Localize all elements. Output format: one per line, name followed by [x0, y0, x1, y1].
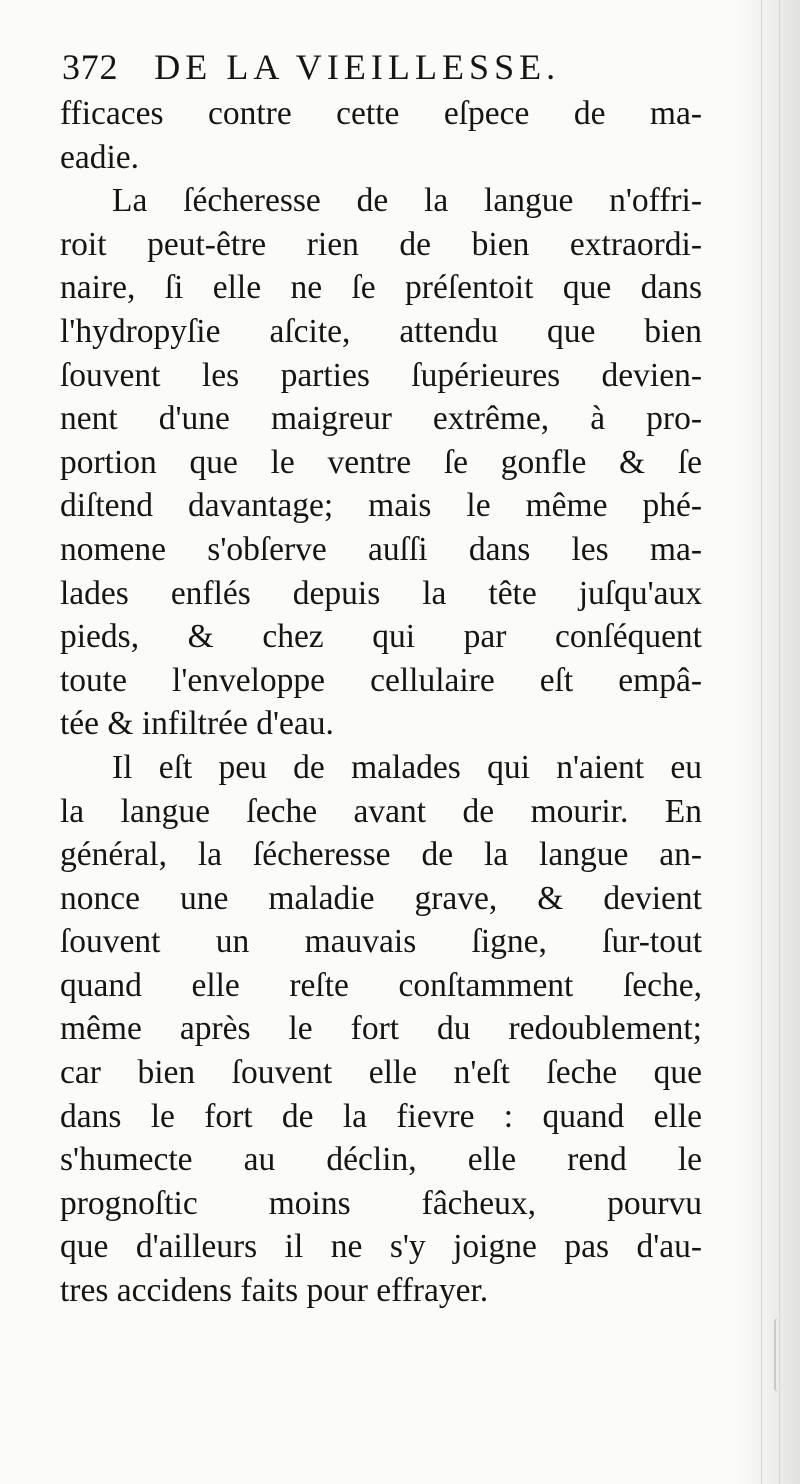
text-line: quand elle reſte conſtamment ſeche,	[60, 966, 702, 1004]
page-edge-mark	[774, 1318, 784, 1392]
text-line: lades enflés depuis la tête juſqu'aux	[60, 574, 702, 612]
paragraph-first-line: Il eſt peu de malades qui n'aient eu	[112, 748, 702, 786]
text-line: tée & infiltrée d'eau.	[60, 705, 334, 743]
text-line: portion que le ventre ſe gonfle & ſe	[60, 443, 702, 481]
text-line: nomene s'obſerve auſſi dans les ma-	[60, 530, 702, 568]
text-line: diſtend davantage; mais le même phé-	[60, 487, 702, 525]
text-line: que d'ailleurs il ne s'y joigne pas d'au-	[60, 1228, 702, 1266]
page-edge-shadow	[736, 0, 800, 1484]
text-line: même après le fort du redoublement;	[60, 1010, 702, 1048]
text-line: général, la ſécheresse de la langue an-	[60, 836, 702, 874]
text-line: nent d'une maigreur extrême, à pro-	[60, 400, 702, 438]
running-title: DE LA VIEILLESSE.	[154, 47, 561, 87]
text-line: ſouvent un mauvais ſigne, ſur-tout	[60, 923, 702, 961]
text-line: ſouvent les parties ſupérieures devien-	[60, 356, 702, 394]
text-line: naire, ſi elle ne ſe préſentoit que dans	[60, 269, 702, 307]
text-line: car bien ſouvent elle n'eſt ſeche que	[60, 1054, 702, 1092]
text-line: eadie.	[60, 138, 140, 176]
page-header	[62, 46, 560, 88]
text-line: s'humecte au déclin, elle rend le	[60, 1141, 702, 1179]
text-line: tres accidens faits pour effrayer.	[60, 1272, 489, 1310]
text-line: pieds, & chez qui par conſéquent	[60, 618, 702, 656]
text-line: fficaces contre cette eſpece de ma-	[60, 95, 702, 132]
text-line: nonce une maladie grave, & devient	[60, 879, 702, 917]
text-line: l'hydropyſie aſcite, attendu que bien	[60, 312, 702, 350]
text-line: la langue ſeche avant de mourir. En	[60, 792, 702, 830]
text-line: roit peut-être rien de bien extraordi-	[60, 225, 702, 263]
body-text	[60, 92, 702, 1313]
page-number: 372	[62, 47, 119, 87]
page-edge-line	[761, 0, 762, 1484]
text-line: dans le fort de la fievre : quand elle	[60, 1097, 702, 1135]
text-line: toute l'enveloppe cellulaire eſt empâ-	[60, 661, 702, 699]
page-edge-line	[779, 0, 780, 1484]
paragraph-first-line: La ſécheresse de la langue n'offri-	[112, 182, 702, 220]
text-line: prognoſtic moins fâcheux, pourvu	[60, 1184, 702, 1222]
